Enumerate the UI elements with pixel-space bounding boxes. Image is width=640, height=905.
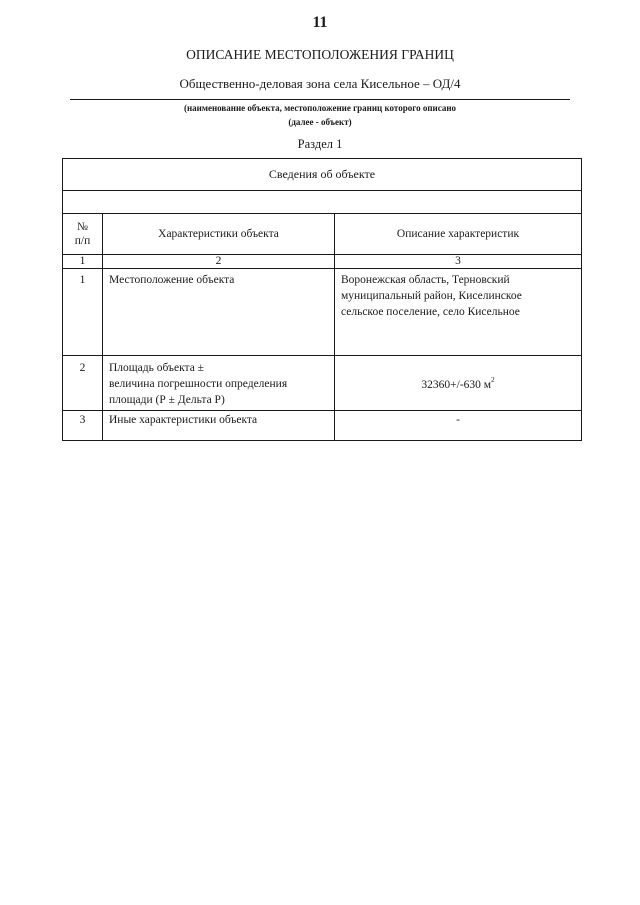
table-header-row bbox=[63, 214, 582, 255]
characteristic-line: площади (Р ± Дельта Р) bbox=[109, 394, 225, 407]
row-characteristic: Иные характеристики объекта bbox=[103, 411, 335, 441]
table-row bbox=[63, 356, 582, 411]
table-row bbox=[63, 269, 582, 356]
header-number bbox=[63, 214, 103, 255]
page-number: 11 bbox=[312, 14, 328, 31]
header-number-line1: № bbox=[77, 220, 88, 233]
row-number: 3 bbox=[63, 411, 103, 441]
document-title: ОПИСАНИЕ МЕСТОПОЛОЖЕНИЯ ГРАНИЦ bbox=[186, 47, 454, 62]
object-name: Общественно-деловая зона села Кисельное – ОД/4 bbox=[179, 76, 461, 91]
header-description: Описание характеристик bbox=[335, 214, 582, 255]
row-number: 1 bbox=[63, 269, 103, 356]
characteristic-line: величина погрешности определения bbox=[109, 378, 288, 391]
row-description: - bbox=[335, 411, 582, 441]
underline-rule bbox=[70, 99, 570, 100]
object-name-note: (наименование объекта, местоположение границ которого описано bbox=[183, 103, 457, 113]
column-number-3: 3 bbox=[335, 255, 582, 269]
header-number-line2: п/п bbox=[74, 235, 91, 247]
table-caption: Сведения об объекте bbox=[63, 159, 582, 191]
characteristic-line: Площадь объекта ± bbox=[109, 362, 204, 374]
description-line: Воронежская область, Терновский bbox=[341, 274, 510, 286]
table-row bbox=[63, 411, 582, 441]
column-number-2: 2 bbox=[103, 255, 335, 269]
object-abbreviation-note: (далее - объект) bbox=[288, 117, 352, 127]
row-description bbox=[335, 356, 582, 411]
area-unit-superscript: 2 bbox=[491, 375, 495, 384]
row-characteristic: Местоположение объекта bbox=[103, 269, 335, 356]
section-label: Раздел 1 bbox=[297, 137, 343, 151]
area-value: 32360+/-630 м bbox=[421, 378, 492, 391]
row-number: 2 bbox=[63, 356, 103, 411]
column-number-1: 1 bbox=[63, 255, 103, 269]
description-line: муниципальный район, Киселинское bbox=[341, 290, 522, 303]
header-characteristics: Характеристики объекта bbox=[103, 214, 335, 255]
description-line: сельское поселение, село Кисельное bbox=[341, 306, 520, 319]
table-blank-row bbox=[63, 191, 582, 214]
row-description bbox=[335, 269, 582, 356]
column-number-row bbox=[63, 255, 582, 269]
table-caption-row bbox=[63, 159, 582, 191]
row-characteristic bbox=[103, 356, 335, 411]
object-info-table bbox=[62, 158, 582, 441]
blank-cell bbox=[63, 191, 582, 214]
